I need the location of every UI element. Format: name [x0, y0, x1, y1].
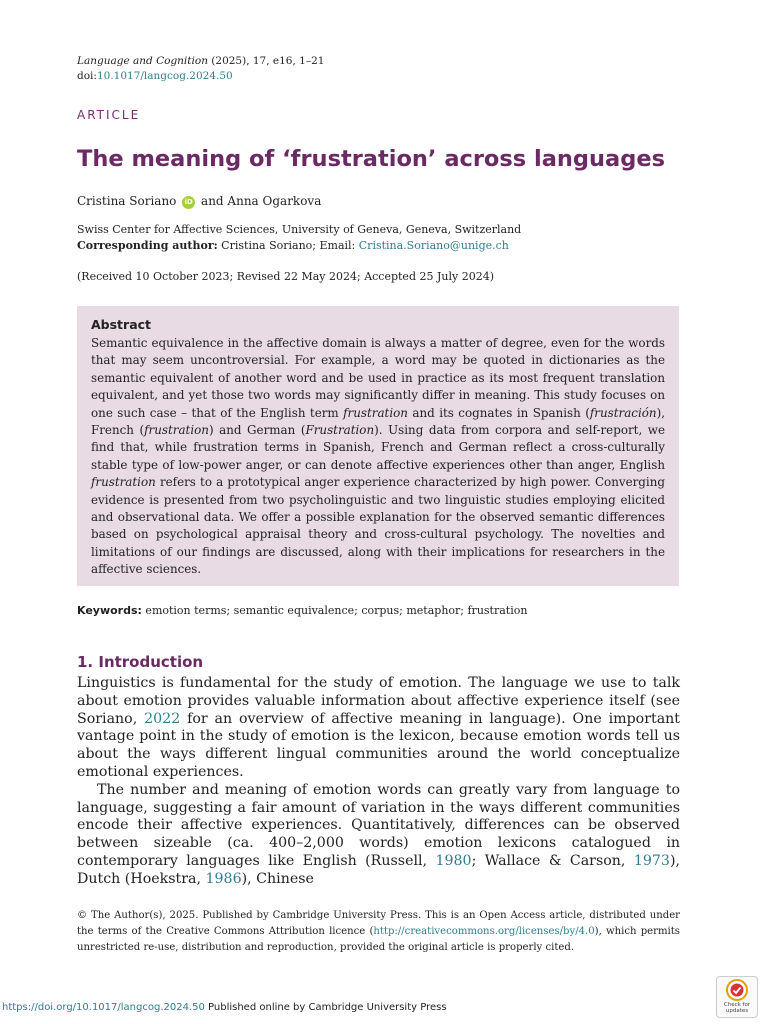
- footer-doi-link[interactable]: https://doi.org/10.1017/langcog.2024.50: [2, 1002, 205, 1013]
- badge-line-2: updates: [725, 1008, 749, 1014]
- corresponding-text: Cristina Soriano; Email:: [217, 239, 359, 252]
- footnote-text: ), which permits unrestricted re-use, distribution and reproduction, provided the original article is properly cited.: [77, 926, 680, 953]
- check-updates-icon: [726, 979, 748, 1001]
- abstract-term: frustration: [91, 475, 156, 490]
- abstract-box: [77, 306, 679, 586]
- citation-link[interactable]: 1986: [205, 870, 242, 887]
- affiliation-block: [77, 222, 521, 254]
- citation-link[interactable]: 1973: [633, 852, 670, 869]
- abstract-term: Frustration: [305, 423, 375, 438]
- keywords: [77, 604, 527, 617]
- footer-publisher: Published online by Cambridge University Press: [204, 1002, 447, 1013]
- abstract-segment: ). Using data from corpora and self-report, we find that, while frustration terms in Spanish, French and German reflect a cross-culturally stable type of low-power anger, or can denote affective experiences other than anger, English: [91, 423, 665, 472]
- author-first: Cristina Soriano: [77, 194, 177, 208]
- affiliation: Swiss Center for Affective Sciences, University of Geneva, Geneva, Switzerland: [77, 223, 522, 236]
- abstract-segment: and its cognates in Spanish (: [407, 405, 590, 420]
- check-for-updates-badge[interactable]: [716, 976, 758, 1018]
- page-footer: [2, 1002, 447, 1013]
- keywords-text: emotion terms; semantic equivalence; corpus; metaphor; frustration: [141, 604, 528, 617]
- abstract-term: frustración: [589, 405, 657, 420]
- copyright-footnote: [77, 908, 680, 956]
- license-link[interactable]: http://creativecommons.org/licenses/by/4.0: [373, 926, 595, 937]
- abstract-term: frustration: [343, 405, 408, 420]
- introduction-body: [77, 675, 680, 889]
- journal-details: (2025), 17, e16, 1–21: [207, 55, 325, 67]
- keywords-label: Keywords:: [77, 604, 142, 617]
- citation-link[interactable]: 1980: [435, 852, 472, 869]
- author-list: [77, 194, 321, 209]
- text-segment: Linguistics is fundamental for the study of emotion. The language we use to talk about emotion provides valuable information about affective experience itself (see Soriano,: [77, 675, 680, 727]
- received-dates: (Received 10 October 2023; Revised 22 May 2024; Accepted 25 July 2024): [77, 270, 494, 283]
- badge-line-1: Check for: [723, 1002, 751, 1008]
- abstract-text: [91, 335, 665, 579]
- paragraph: [77, 782, 680, 889]
- email-link[interactable]: Cristina.Soriano@unige.ch: [358, 239, 509, 252]
- text-segment: ), Dutch (Hoekstra,: [77, 852, 680, 887]
- abstract-segment: ) and German (: [208, 423, 306, 438]
- doi-link[interactable]: 10.1017/langcog.2024.50: [96, 70, 233, 82]
- paragraph: [77, 675, 680, 782]
- text-segment: ), Chinese: [241, 870, 314, 887]
- author-connector: and Anna Ogarkova: [197, 194, 322, 208]
- corresponding-label: Corresponding author:: [77, 239, 218, 252]
- text-segment: for an overview of affective meaning in language). One important vantage point in the study of emotion is the lexicon, because emotion words tell us about the ways different lingual communities around the world conceptualize emotional experiences.: [77, 710, 680, 780]
- abstract-segment: refers to a prototypical anger experience characterized by high power. Converging evidence is presented from two psycholinguistic and two linguistic studies employing elicited and observational data. We offer a possible explanation for the observed semantic differences based on psychological appraisal theory and cross-cultural psychology. The novelties and limitations of our findings are discussed, along with their implications for researchers in the affective sciences.: [91, 475, 665, 577]
- text-segment: The number and meaning of emotion words can greatly vary from language to language, suggesting a fair amount of variation in the ways different communities encode their affective experiences. Quantitatively, differences can be observed between sizeable (ca. 400–2,000 words) emotion lexicons catalogued in contemporary languages like English (Russell,: [77, 781, 680, 869]
- article-title: The meaning of ‘frustration’ across languages: [77, 146, 665, 172]
- citation-link[interactable]: 2022: [144, 710, 181, 727]
- abstract-term: frustration: [144, 423, 209, 438]
- footnote-text: © The Author(s), 2025. Published by Cambridge University Press. This is an Open Access article, distributed under the terms of the Creative Commons Attribution licence (: [77, 910, 680, 937]
- abstract-segment: Semantic equivalence in the affective domain is always a matter of degree, even for the words that may seem uncontroversial. For example, a word may be quoted in dictionaries as the semantic equivalent of another word and be used in practice as its most frequent translation equivalent, and yet those two words may significantly differ in meaning. This study focuses on one such case – that of the English term: [91, 336, 665, 420]
- abstract-heading: Abstract: [91, 317, 152, 332]
- abstract-segment: ), French (: [91, 405, 666, 438]
- journal-citation: [77, 54, 324, 84]
- article-type-label: ARTICLE: [77, 108, 141, 122]
- journal-name: Language and Cognition: [77, 55, 208, 67]
- orcid-icon[interactable]: iD: [182, 196, 195, 209]
- section-heading-introduction: 1. Introduction: [77, 653, 204, 671]
- text-segment: ; Wallace & Carson,: [471, 852, 634, 869]
- doi-prefix: doi:: [77, 70, 97, 82]
